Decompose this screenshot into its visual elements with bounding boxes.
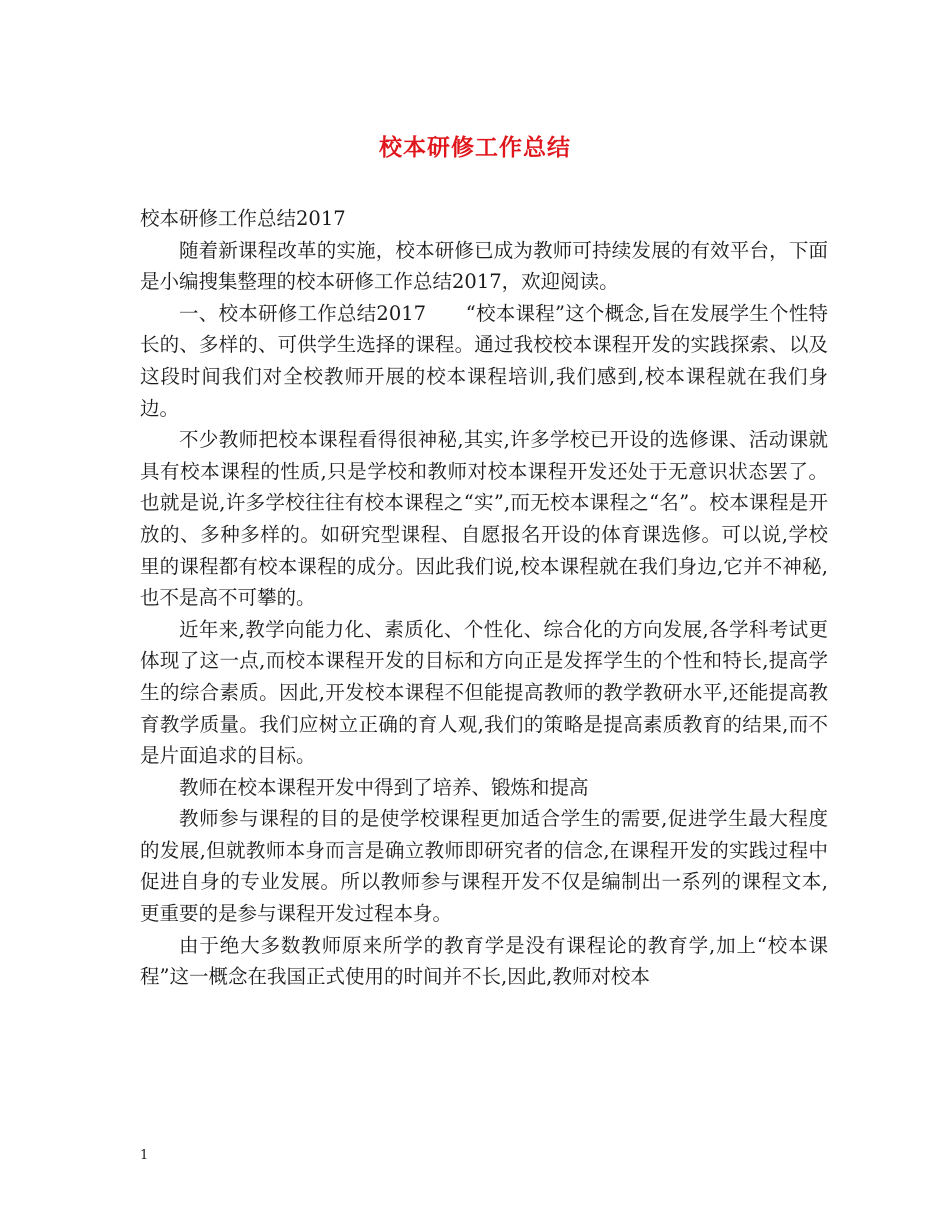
paragraph-heading: 校本研修工作总结2017	[140, 207, 346, 230]
paragraph: 近年来,教学向能力化、素质化、个性化、综合化的方向发展,各学科考试更体现了这一点,而校本课程开发的目标和方向正是发挥学生的个性和特长,提高学生的综合素质。因此,开发校本课程不但能提高教师的教学教研水平,还能提高教育教学质量。我们应树立正确的育人观,我们的策略是提高素质教育的结果,而不是片面追求的目标。	[140, 617, 828, 768]
paragraph: 一、校本研修工作总结2017 “校本课程”这个概念,旨在发展学生个性特长的、多样的、可供学生选择的课程。通过我校校本课程开发的实践探索、以及这段时间我们对全校教师开展的校本课程培训,我们感到,校本课程就在我们身边。	[140, 301, 828, 420]
paragraph: 随着新课程改革的实施，校本研修已成为教师可持续发展的有效平台，下面是小编搜集整理的校本研修工作总结2017，欢迎阅读。	[140, 238, 828, 294]
paragraph: 教师参与课程的目的是使学校课程更加适合学生的需要,促进学生最大程度的发展,但就教师本身而言是确立教师即研究者的信念,在课程开发的实践过程中促进自身的专业发展。所以教师参与课程开发不仅是编制出一系列的课程文本,更重要的是参与课程开发过程本身。	[140, 807, 828, 926]
document-body	[140, 203, 828, 993]
paragraph: 教师在校本课程开发中得到了培养、锻炼和提高	[179, 775, 589, 799]
paragraph: 不少教师把校本课程看得很神秘,其实,许多学校已开设的选修课、活动课就具有校本课程的性质,只是学校和教师对校本课程开发还处于无意识状态罢了。也就是说,许多学校往往有校本课程之“实”,而无校本课程之“名”。校本课程是开放的、多种多样的。如研究型课程、自愿报名开设的体育课选修。可以说,学校里的课程都有校本课程的成分。因此我们说,校本课程就在我们身边,它并不神秘,也不是高不可攀的。	[140, 428, 828, 610]
paragraph: 由于绝大多数教师原来所学的教育学是没有课程论的教育学,加上“校本课程”这一概念在我国正式使用的时间并不长,因此,教师对校本	[140, 933, 828, 989]
page-number: 1	[140, 1148, 149, 1163]
document-title: 校本研修工作总结	[379, 134, 571, 161]
